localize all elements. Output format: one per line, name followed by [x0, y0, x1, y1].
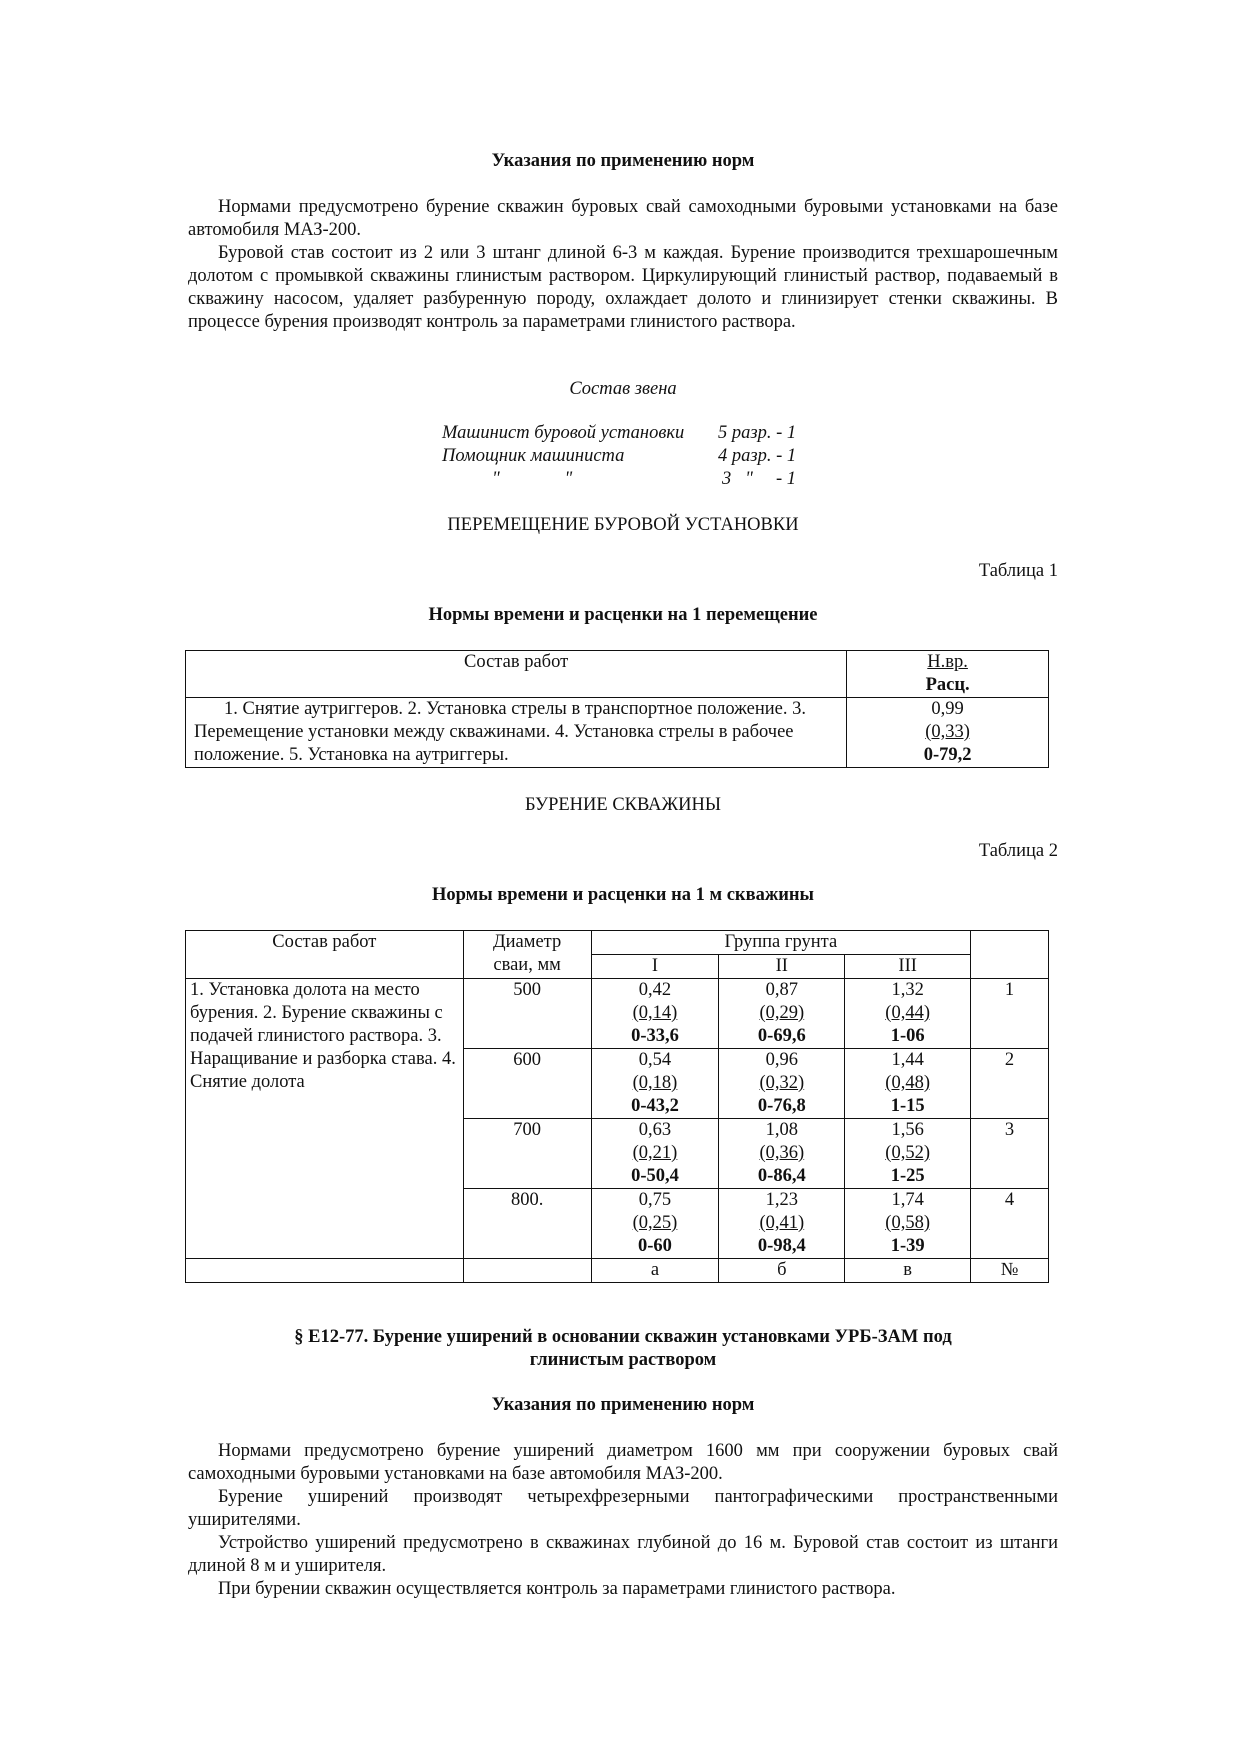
- row-number: 2: [971, 1049, 1049, 1119]
- header-soil-group: Группа грунта: [591, 931, 971, 955]
- rate-value: 0-60: [638, 1236, 672, 1256]
- header-diameter-line: сваи, мм: [493, 955, 561, 975]
- norm-paren-value: (0,25): [632, 1213, 678, 1233]
- rate-value: 0-50,4: [631, 1166, 679, 1186]
- header-rate: Расц.: [925, 675, 970, 695]
- header-group-3: III: [845, 955, 971, 979]
- footer-empty: [463, 1259, 591, 1283]
- header-group-2: II: [719, 955, 845, 979]
- norm-value: 0,96: [765, 1050, 798, 1070]
- norm-value: 1,74: [891, 1190, 924, 1210]
- value-cell: [591, 1189, 719, 1259]
- norm-value: 0,54: [638, 1050, 672, 1070]
- value-cell: [591, 1119, 719, 1189]
- crew-title: Состав звена: [569, 379, 677, 399]
- rate-value: 0-76,8: [757, 1096, 806, 1116]
- value-cell: [591, 1049, 719, 1119]
- table-header-row: [186, 651, 1049, 698]
- table-title-2: Нормы времени и расценки на 1 м скважины: [432, 885, 814, 905]
- header-diameter-line: Диаметр: [493, 932, 562, 952]
- norm-value: 1,32: [891, 980, 924, 1000]
- value-cell: [845, 1049, 971, 1119]
- norm-paren-value: (0,48): [885, 1073, 930, 1093]
- norm-paren-value: (0,21): [632, 1143, 678, 1163]
- norm-value: 0,99: [931, 699, 964, 719]
- norm-value: 1,08: [765, 1120, 798, 1140]
- rate-value: 0-86,4: [757, 1166, 806, 1186]
- intro-paragraph: Нормами предусмотрено бурение скважин буровых свай самоходными буровыми установками на базе автомобиля МАЗ-200.: [188, 197, 1058, 240]
- value-cell: [845, 1189, 971, 1259]
- section-title-moving: ПЕРЕМЕЩЕНИЕ БУРОВОЙ УСТАНОВКИ: [447, 515, 799, 535]
- row-number: 3: [971, 1119, 1049, 1189]
- norm-paren-value: (0,33): [925, 722, 970, 742]
- crew-grade: 3 " - 1: [722, 469, 797, 489]
- crew-role: Помощник машиниста: [442, 446, 625, 466]
- value-cell: [845, 1119, 971, 1189]
- table-1: [185, 650, 1049, 768]
- header-norm: Н.вр.: [927, 652, 968, 672]
- footer-col-b: б: [719, 1259, 845, 1283]
- norm-paren-value: (0,44): [885, 1003, 930, 1023]
- norm-paren-value: (0,29): [759, 1003, 805, 1023]
- norm-paren-value: (0,18): [632, 1073, 678, 1093]
- table-footer-row: [186, 1259, 1049, 1283]
- diameter-cell: 800.: [463, 1189, 591, 1259]
- norm-paren-value: (0,36): [759, 1143, 805, 1163]
- norm-value: 0,42: [638, 980, 672, 1000]
- rate-value: 1-06: [890, 1026, 925, 1046]
- value-cell: [845, 979, 971, 1049]
- crew-grade: 4 разр. - 1: [718, 446, 797, 466]
- reaming-paragraph: Бурение уширений производят четырехфрезерными пантографическими пространственными уширителями.: [188, 1487, 1058, 1530]
- norm-paren-value: (0,52): [885, 1143, 930, 1163]
- section-title-drilling: БУРЕНИЕ СКВАЖИНЫ: [525, 795, 721, 815]
- rate-value: 0-43,2: [631, 1096, 679, 1116]
- diameter-cell: 600: [463, 1049, 591, 1119]
- footer-empty: [186, 1259, 464, 1283]
- norm-value: 1,56: [891, 1120, 924, 1140]
- work-description: 1. Снятие аутриггеров. 2. Установка стрелы в транспортное положение. 3. Перемещение установки между скважинами. 4. Установка стрелы в рабочее положение. 5. Установка на аутриггеры.: [186, 698, 847, 768]
- value-cell: [719, 1119, 845, 1189]
- header-group-1: I: [591, 955, 719, 979]
- norm-paren-value: (0,32): [759, 1073, 805, 1093]
- norm-value: 0,87: [765, 980, 798, 1000]
- rate-value: 0-69,6: [757, 1026, 806, 1046]
- intro-paragraph: Буровой став состоит из 2 или 3 штанг длиной 6-3 м каждая. Бурение производится трехшарошечным долотом с промывкой скважины глинистым раствором. Циркулирующий глинистый раствор, подаваемый в скважину насосом, удаляет разбуренную породу, охлаждает долото и глинизирует стенки скважины. В процессе бурения производят контроль за параметрами глинистого раствора.: [188, 243, 1058, 332]
- table-2: [185, 930, 1049, 1283]
- section-title-reaming-1: § Е12-77. Бурение уширений в основании скважин установками УРБ-ЗАМ под: [294, 1327, 952, 1347]
- footer-col-c: в: [845, 1259, 971, 1283]
- norm-value: 0,63: [638, 1120, 672, 1140]
- rate-value: 1-39: [890, 1236, 925, 1256]
- crew-grade: 5 разр. - 1: [718, 423, 797, 443]
- norm-cell: [847, 698, 1049, 768]
- table-label-1: Таблица 1: [978, 561, 1058, 581]
- diameter-cell: 700: [463, 1119, 591, 1189]
- row-number: 1: [971, 979, 1049, 1049]
- crew-role: " ": [492, 469, 573, 489]
- norm-value: 1,23: [765, 1190, 798, 1210]
- reaming-paragraph: Нормами предусмотрено бурение уширений диаметром 1600 мм при сооружении буровых свай самоходными буровыми установками на базе автомобиля МАЗ-200.: [188, 1441, 1058, 1484]
- rate-value: 1-15: [890, 1096, 925, 1116]
- value-cell: [719, 979, 845, 1049]
- intro-text: [188, 196, 1058, 334]
- norm-paren-value: (0,58): [885, 1213, 930, 1233]
- value-cell: [719, 1049, 845, 1119]
- table-header-row: [186, 931, 1049, 955]
- rate-value: 0-98,4: [757, 1236, 806, 1256]
- footer-col-a: а: [591, 1259, 719, 1283]
- section-title-reaming-2: глинистым раствором: [529, 1350, 717, 1370]
- work-description: 1. Установка долота на место бурения. 2. Бурение скважины с подачей глинистого раствора. 3. Наращивание и разборка става. 4. Снятие долота: [186, 979, 464, 1259]
- header-empty: [971, 931, 1049, 979]
- reaming-paragraph: При бурении скважин осуществляется контроль за параметрами глинистого раствора.: [218, 1579, 896, 1599]
- table-row: [186, 698, 1049, 768]
- table-label-2: Таблица 2: [978, 841, 1058, 861]
- footer-col-num: №: [971, 1259, 1049, 1283]
- rate-value: 0-33,6: [631, 1026, 679, 1046]
- header-norm-rate: [847, 651, 1049, 698]
- crew-role: Машинист буровой установки: [442, 423, 685, 443]
- reaming-text: [188, 1440, 1058, 1601]
- rate-value: 0-79,2: [923, 745, 972, 765]
- rate-value: 1-25: [890, 1166, 925, 1186]
- value-cell: [591, 979, 719, 1049]
- norm-value: 1,44: [891, 1050, 924, 1070]
- header-diameter: [463, 931, 591, 979]
- header-work: Состав работ: [186, 651, 847, 698]
- guidelines-heading: Указания по применению норм: [491, 151, 755, 171]
- row-number: 4: [971, 1189, 1049, 1259]
- table-row: [186, 979, 1049, 1049]
- guidelines-heading-2: Указания по применению норм: [491, 1395, 755, 1415]
- header-work: Состав работ: [186, 931, 464, 979]
- reaming-paragraph: Устройство уширений предусмотрено в скважинах глубиной до 16 м. Буровой став состоит из штанги длиной 8 м и уширителя.: [188, 1533, 1058, 1576]
- norm-value: 0,75: [638, 1190, 672, 1210]
- value-cell: [719, 1189, 845, 1259]
- diameter-cell: 500: [463, 979, 591, 1049]
- table-title-1: Нормы времени и расценки на 1 перемещение: [428, 605, 818, 625]
- norm-paren-value: (0,14): [632, 1003, 678, 1023]
- norm-paren-value: (0,41): [759, 1213, 805, 1233]
